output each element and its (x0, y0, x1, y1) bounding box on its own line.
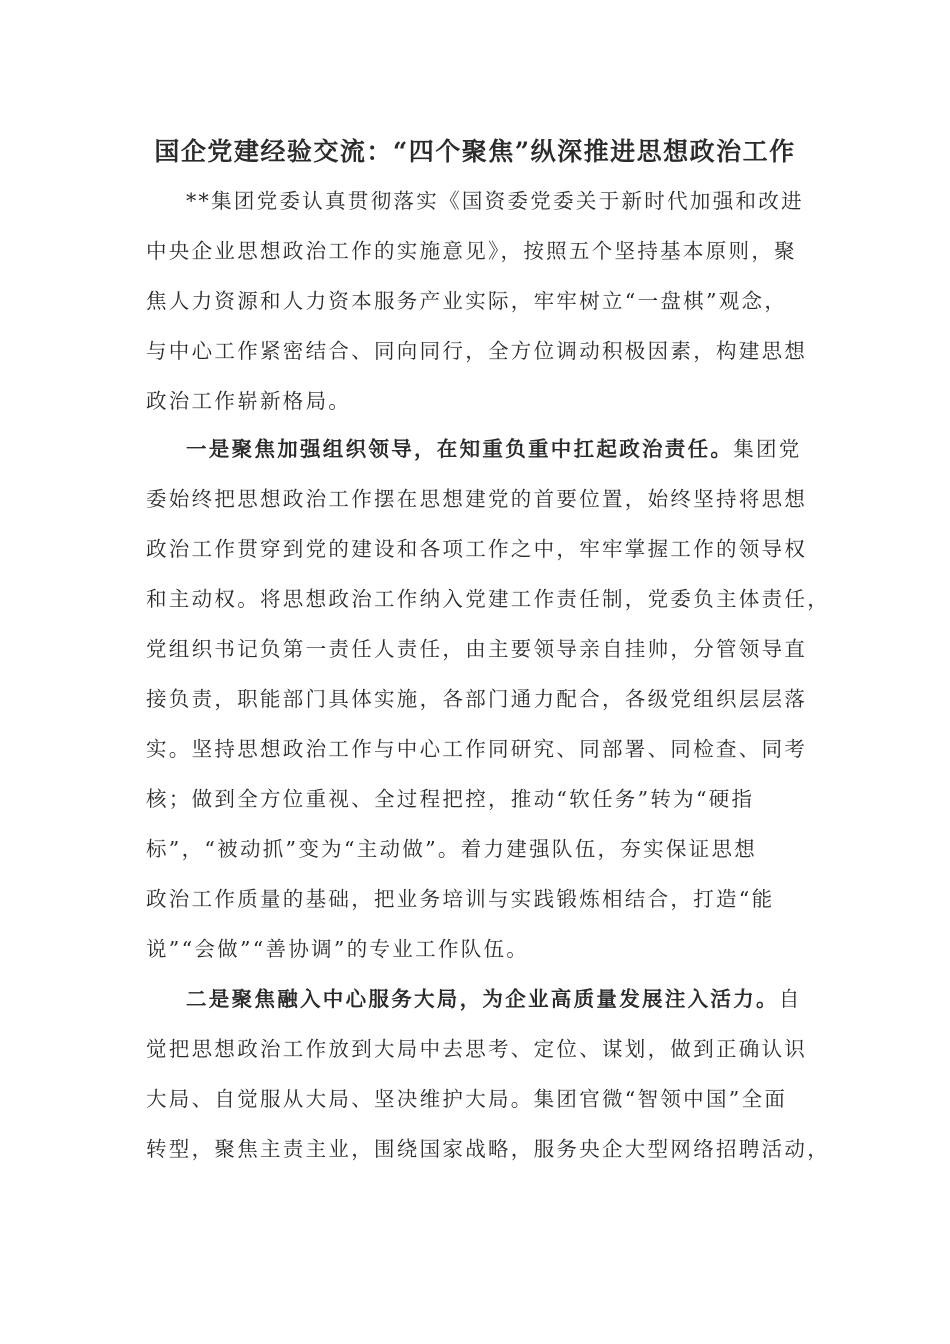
section1-line: 接负责，职能部门具体实施，各部门通力配合，各级党组织层层落 (146, 687, 808, 711)
section1-line: 说”“会做”“善协调”的专业工作队伍。 (146, 937, 530, 961)
section1-first-line-rest: 集团党 (733, 437, 802, 461)
section1-line: 政治工作质量的基础，把业务培训与实践锻炼相结合，打造“能 (146, 887, 775, 911)
section1-line: 核；做到全方位重视、全过程把控，推动“软任务”转为“硬指 (146, 787, 755, 811)
intro-line: **集团党委认真贯彻落实《国资委党委关于新时代加强和改进 (186, 189, 804, 213)
document-title: 国企党建经验交流：“四个聚焦”纵深推进思想政治工作 (154, 137, 796, 166)
section1-line: 党组织书记负第一责任人责任，由主要领导亲自挂帅，分管领导直 (146, 637, 808, 661)
section2-line: 大局、自觉服从大局、坚决维护大局。集团官微“智领中国”全面 (146, 1087, 788, 1111)
intro-line: 与中心工作紧密结合、同向同行，全方位调动积极因素，构建思想 (146, 339, 808, 363)
section2-first-line (186, 984, 802, 1014)
section1-line: 委始终把思想政治工作摆在思想建党的首要位置，始终坚持将思想 (146, 487, 808, 511)
section1-first-line (186, 434, 802, 464)
intro-line: 政治工作崭新格局。 (146, 389, 352, 413)
section1-heading: 一是聚焦加强组织领导，在知重负重中扛起政治责任。 (186, 437, 734, 461)
intro-line: 焦人力资源和人力资本服务产业实际，牢牢树立“一盘棋”观念， (146, 289, 788, 313)
section1-line: 和主动权。将思想政治工作纳入党建工作责任制，党委负主体责任， (146, 587, 830, 611)
section1-line: 实。坚持思想政治工作与中心工作同研究、同部署、同检查、同考 (146, 737, 808, 761)
section2-first-line-rest: 自 (778, 987, 802, 1011)
intro-line: 中央企业思想政治工作的实施意见》，按照五个坚持基本原则，聚 (146, 239, 797, 263)
section1-line: 标”，“被动抓”变为“主动做”。着力建强队伍，夯实保证思想 (146, 837, 758, 861)
section2-heading: 二是聚焦融入中心服务大局，为企业高质量发展注入活力。 (186, 987, 779, 1011)
section1-line: 政治工作贯穿到党的建设和各项工作之中，牢牢掌握工作的领导权 (146, 537, 808, 561)
section2-line: 转型，聚焦主责主业，围绕国家战略，服务央企大型网络招聘活动， (146, 1137, 830, 1161)
section2-line: 觉把思想政治工作放到大局中去思考、定位、谋划，做到正确认识 (146, 1037, 808, 1061)
